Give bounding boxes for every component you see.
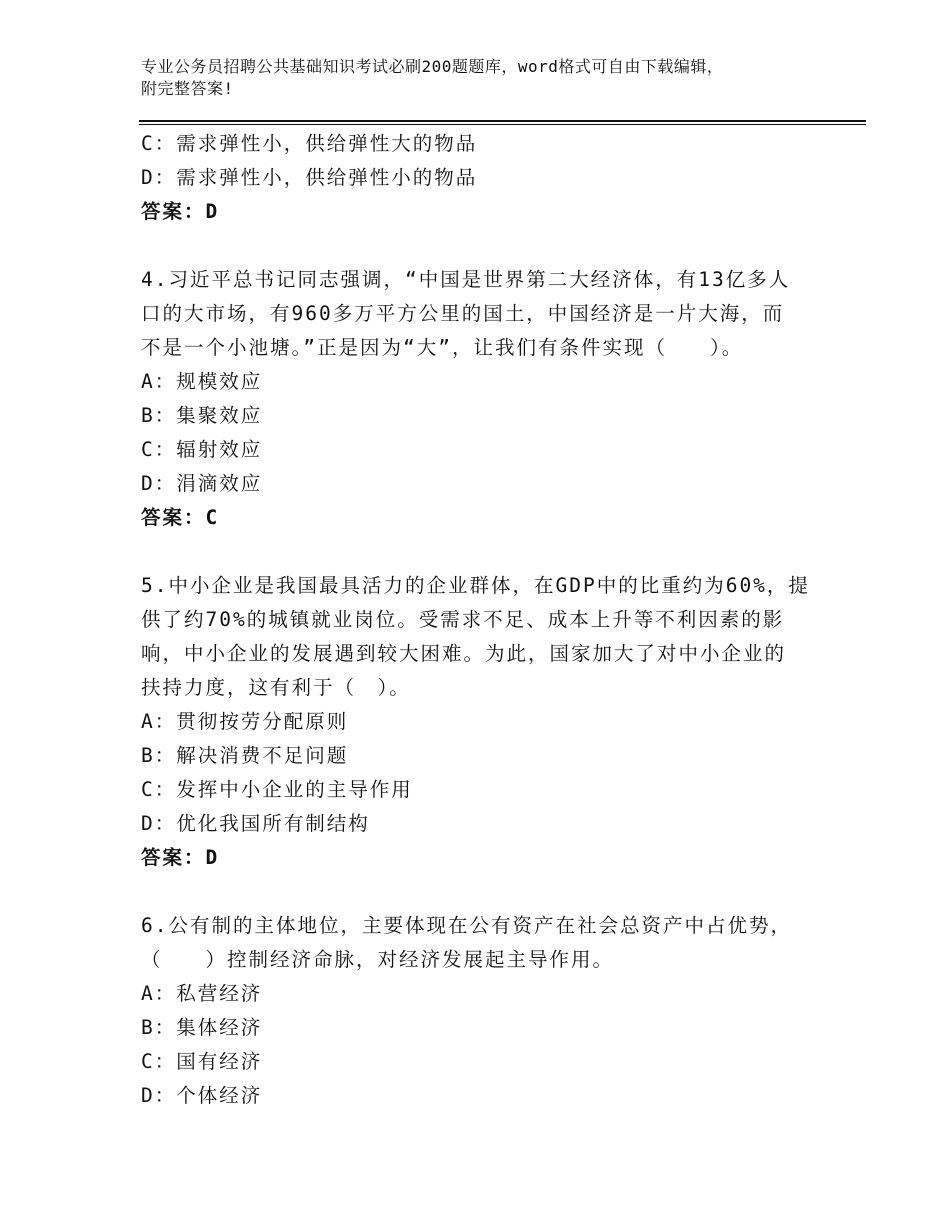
question-stem-line: 6.公有制的主体地位，主要体现在公有资产在社会总资产中占优势， [141, 914, 792, 937]
question-stem-line: 口的大市场，有960多万平方公里的国土，中国经济是一片大海，而 [141, 302, 785, 325]
option-d: D：涓滴效应 [141, 472, 263, 495]
header-line: 专业公务员招聘公共基础知识考试必刷200题题库，word格式可自由下载编辑， [141, 57, 724, 76]
answer: 答案：C [141, 506, 220, 529]
answer: 答案：D [141, 846, 220, 869]
question-stem-line: 扶持力度，这有利于（ ）。 [141, 676, 411, 699]
option-c: C：辐射效应 [141, 438, 263, 461]
question-block [141, 909, 816, 1113]
option-a: A：贯彻按劳分配原则 [141, 710, 349, 733]
question-stem-line: 响，中小企业的发展遇到较大困难。为此，国家加大了对中小企业的 [141, 642, 787, 665]
option-d: D：个体经济 [141, 1084, 263, 1107]
option-b: B：集聚效应 [141, 404, 263, 427]
question-block [141, 263, 816, 535]
question-stem-line: （ ）控制经济命脉，对经济发展起主导作用。 [141, 948, 615, 971]
question-stem-line: 不是一个小池塘。”正是因为“大”，让我们有条件实现（ ）。 [141, 336, 744, 359]
page-header [141, 56, 841, 100]
question-block [141, 569, 816, 875]
document-body [141, 127, 816, 1113]
header-divider [139, 120, 866, 122]
option-d: D：需求弹性小，供给弹性小的物品 [141, 166, 478, 189]
option-b: B：集体经济 [141, 1016, 263, 1039]
header-divider-thin [139, 124, 866, 125]
answer: 答案：D [141, 200, 220, 223]
question-stem-line: 4.习近平总书记同志强调，“中国是世界第二大经济体，有13亿多人 [141, 268, 791, 291]
question-stem-line: 供了约70%的城镇就业岗位。受需求不足、成本上升等不利因素的影 [141, 608, 785, 631]
option-b: B：解决消费不足问题 [141, 744, 349, 767]
option-c: C：发挥中小企业的主导作用 [141, 778, 413, 801]
option-c: C：需求弹性小，供给弹性大的物品 [141, 132, 478, 155]
option-a: A：私营经济 [141, 982, 263, 1005]
question-stem-line: 5.中小企业是我国最具活力的企业群体，在GDP中的比重约为60%，提 [141, 574, 810, 597]
option-c: C：国有经济 [141, 1050, 263, 1073]
option-d: D：优化我国所有制结构 [141, 812, 370, 835]
header-line: 附完整答案! [141, 79, 234, 98]
option-a: A：规模效应 [141, 370, 263, 393]
